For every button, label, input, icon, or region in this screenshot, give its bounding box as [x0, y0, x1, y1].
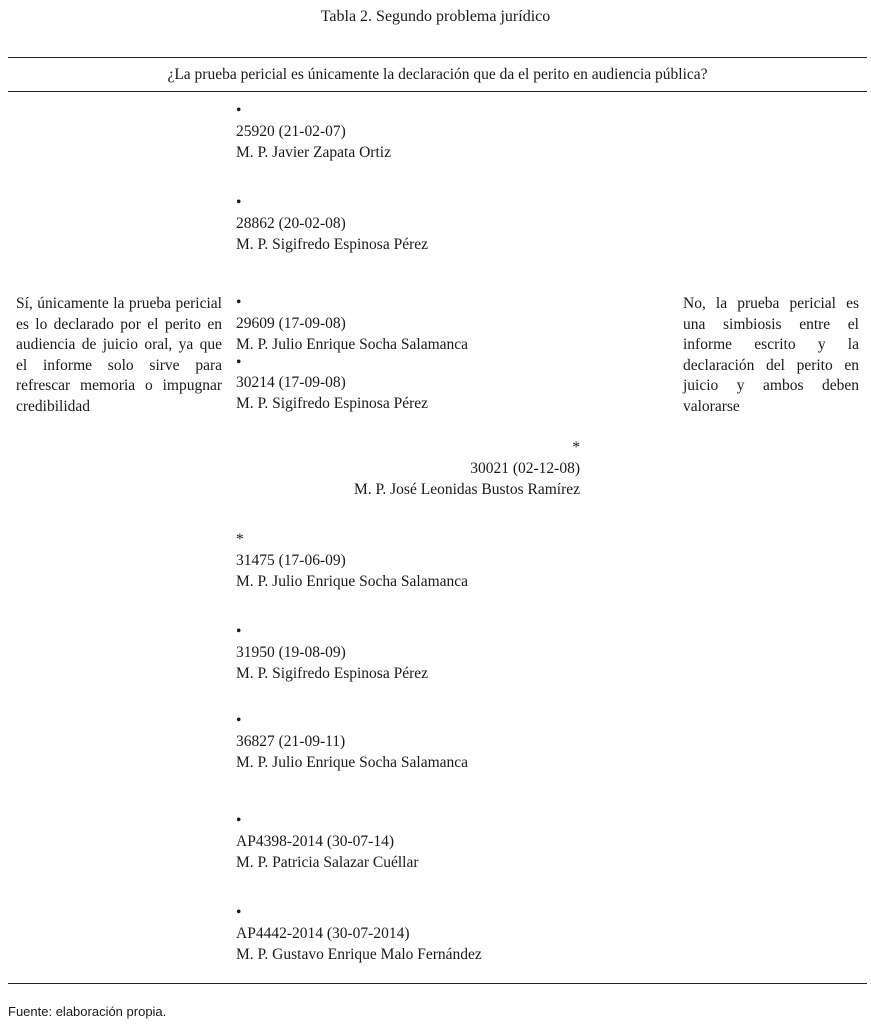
entry-5: [354, 437, 580, 500]
entry-8: [236, 710, 468, 773]
entry-6: [236, 529, 468, 592]
magistrate: M. P. José Leonidas Bustos Ramírez: [353, 481, 580, 498]
top-rule: [8, 57, 867, 58]
case-reference: 25920 (21-02-07): [236, 123, 346, 140]
case-reference: 36827 (21-09-11): [236, 733, 346, 750]
bullet-icon: •: [236, 812, 242, 829]
case-reference: 29609 (17-09-08): [236, 315, 346, 332]
case-reference: AP4442-2014 (30-07-2014): [236, 925, 410, 942]
header-rule: [8, 91, 867, 92]
magistrate: M. P. Julio Enrique Socha Salamanca: [236, 754, 469, 771]
case-reference: 30021 (02-12-08): [470, 460, 580, 477]
case-reference: 31950 (19-08-09): [236, 644, 346, 661]
bullet-icon: •: [236, 712, 242, 729]
bullet-icon: •: [236, 102, 242, 119]
entry-3: [236, 292, 468, 355]
entry-4: [236, 354, 428, 414]
asterisk-icon: *: [572, 439, 580, 456]
magistrate: M. P. Sigifredo Espinosa Pérez: [236, 395, 429, 412]
bullet-icon: •: [236, 354, 242, 371]
bullet-icon: •: [236, 623, 242, 640]
magistrate: M. P. Patricia Salazar Cuéllar: [236, 854, 419, 871]
magistrate: M. P. Gustavo Enrique Malo Fernández: [236, 946, 482, 963]
bullet-icon: •: [236, 294, 242, 311]
entry-2: [236, 192, 428, 255]
right-answer: No, la prueba pericial es una simbiosis entre el informe escrito y la declaración del perito en juicio y ambos deben valorarse: [683, 295, 859, 415]
magistrate: M. P. Javier Zapata Ortiz: [236, 144, 391, 161]
asterisk-icon: *: [236, 531, 244, 548]
bottom-rule: [8, 983, 867, 984]
question-text: ¿La prueba pericial es únicamente la declaración que da el perito en audiencia pública?: [167, 66, 708, 83]
source-note: Fuente: elaboración propia.: [8, 1004, 167, 1019]
case-reference: 28862 (20-02-08): [236, 215, 346, 232]
entry-9: [236, 810, 419, 873]
table-title: Tabla 2. Segundo problema jurídico: [320, 8, 551, 25]
bullet-icon: •: [236, 904, 242, 921]
case-reference: 30214 (17-09-08): [236, 374, 346, 391]
case-reference: AP4398-2014 (30-07-14): [236, 833, 394, 850]
entry-7: [236, 621, 428, 684]
entry-1: [236, 100, 391, 163]
entry-10: [236, 902, 482, 965]
magistrate: M. P. Julio Enrique Socha Salamanca: [236, 573, 469, 590]
case-reference: 31475 (17-06-09): [236, 552, 346, 569]
magistrate: M. P. Julio Enrique Socha Salamanca: [236, 336, 469, 353]
bullet-icon: •: [236, 194, 242, 211]
magistrate: M. P. Sigifredo Espinosa Pérez: [236, 236, 429, 253]
magistrate: M. P. Sigifredo Espinosa Pérez: [236, 665, 429, 682]
left-answer: Sí, únicamente la prueba pericial es lo declarado por el perito en audiencia de juicio oral, ya que el informe solo sirve para refrescar memoria o impugnar credibilidad: [16, 295, 222, 415]
